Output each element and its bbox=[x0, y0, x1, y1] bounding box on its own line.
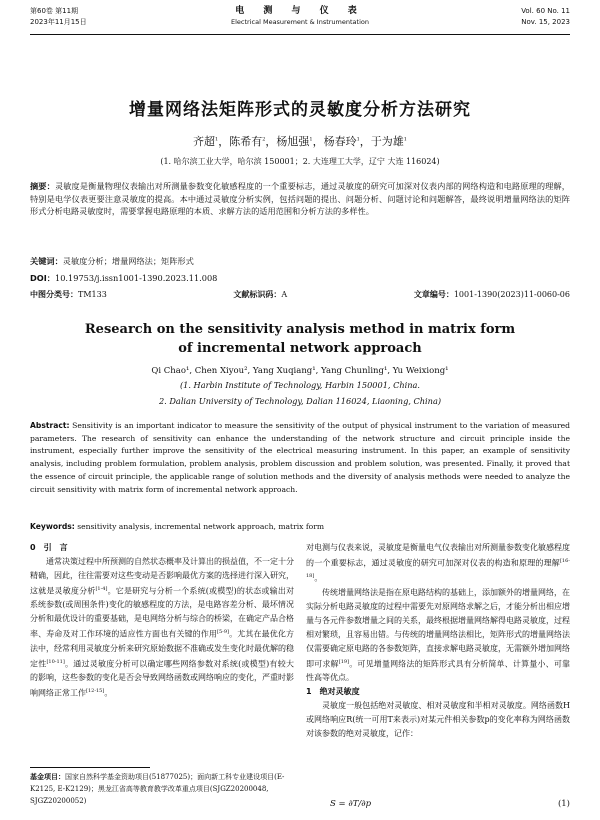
citation[interactable]: [5-9] bbox=[217, 629, 229, 636]
clc-label: 中图分类号： bbox=[30, 290, 78, 299]
text-run: 。尤其在最优化方法中，经常利用灵敏度分析来研究原始数据不准确或发生变化时最优解的稳定性 bbox=[30, 629, 294, 669]
abstract-en-text: Sensitivity is an important indicator to measure the sensitivity of the output of physical instrument to the variation of measured parameters. The research of sensitivity can enhance the understanding of the network structure and circuit principle inside the instrument, especially further improve the sensitivity of the electrical measuring instrument. In this paper, an example of sensitivity analysis, including problem formulation, problem analysis, problem discussion and problem solution, was presented. Finally, it proved that the essence of circuit principle, the applicable range of solution methods and the diversity of analysis methods were needed to analyze the circuit sensitivity with matrix form of incremental network approach. bbox=[30, 421, 570, 494]
affiliation-en-1: (1. Harbin Institute of Technology, Harbin 150001, China. bbox=[179, 380, 421, 390]
header-center bbox=[0, 6, 600, 28]
body-column-right bbox=[306, 541, 570, 741]
doc-code-label: 文献标识码： bbox=[233, 290, 282, 299]
footnote-divider bbox=[30, 767, 150, 768]
text-run: 。 bbox=[314, 574, 323, 584]
authors-en: Qi Chao¹, Chen Xiyou², Yang Xuqiang¹, Yang Chunling¹, Yu Weixiong¹ bbox=[151, 366, 449, 376]
article-number-label: 文章编号： bbox=[413, 290, 454, 299]
funding-footnote bbox=[30, 771, 294, 807]
doi bbox=[30, 273, 570, 284]
author-cn: 于为雄 bbox=[370, 135, 404, 148]
authors-cn: 齐超$^1$，陈希有$^2$，杨旭强$^1$，杨春玲$^1$，于为雄$^1$ bbox=[193, 135, 407, 148]
journal-name-en: Electrical Measurement & Instrumentation bbox=[231, 18, 369, 26]
section-number: 1 bbox=[306, 687, 312, 697]
abstract-en-label: Abstract: bbox=[30, 421, 70, 430]
citation[interactable]: [10-11] bbox=[46, 658, 65, 665]
keywords-en-label: Keywords: bbox=[30, 522, 75, 531]
footnote-text: 国家自然科学基金资助项目(51877025)；面向新工科专业建设项目(E-K2125, E-K2129)；黑龙江省高等教育教学改革重点项目(SJGZ20200048, SJGZ20200052) bbox=[30, 773, 285, 805]
section-heading-intro bbox=[30, 541, 294, 555]
author-cn: 杨旭强 bbox=[276, 135, 310, 148]
text-run: 。它是研究与分析一个系统(或模型)的状态或输出对系统参数(或周围条件)变化的敏感程度的方法，是电路容差分析、最坏情况分析和最优设计的重要基础，是电网络分析与综合的桥梁，在确定产品合格率、寿命及对工作环境的适应性方面也有关键的作用 bbox=[30, 586, 294, 639]
text-run: 。 bbox=[104, 688, 113, 698]
equation-body: S = ∂T/∂p bbox=[330, 799, 372, 809]
header-divider bbox=[30, 34, 570, 35]
classification-row bbox=[30, 289, 570, 300]
header-right bbox=[521, 6, 570, 28]
affiliations-cn: (1. 哈尔滨工业大学，哈尔滨 150001；2. 大连理工大学，辽宁 大连 116024) bbox=[160, 157, 440, 166]
text-run: 。可见增量网络法的矩阵形式具有分析简单、计算量小、可靠性高等优点。 bbox=[306, 659, 571, 683]
citation[interactable]: [19] bbox=[338, 658, 350, 665]
author-affil-sup: 1 bbox=[215, 136, 219, 143]
volume-issue-cn: 第60卷 第11期 bbox=[30, 7, 79, 15]
journal-name-cn: 电 测 与 仪 表 bbox=[235, 6, 365, 16]
abstract-cn bbox=[30, 180, 570, 218]
doc-code-value: A bbox=[281, 290, 288, 299]
body-column-left bbox=[30, 541, 294, 701]
author-affil-sup: 1 bbox=[309, 136, 313, 143]
equation-1 bbox=[306, 799, 570, 809]
title-en-line2: of incremental network approach bbox=[178, 341, 422, 356]
affiliation-en-2: 2. Dalian University of Technology, Dalian 116024, Liaoning, China) bbox=[158, 396, 442, 406]
intro-paragraph-3 bbox=[306, 586, 570, 685]
date-en: Nov. 15, 2023 bbox=[521, 18, 570, 26]
author-cn: 陈希有 bbox=[229, 135, 263, 148]
keywords-cn bbox=[30, 256, 570, 267]
citation[interactable]: [12-15] bbox=[86, 688, 105, 695]
keywords-en bbox=[30, 522, 570, 531]
author-affil-sup: 1 bbox=[356, 136, 360, 143]
author-affil-sup: 1 bbox=[403, 136, 407, 143]
author-cn: 杨春玲 bbox=[323, 135, 357, 148]
date-cn: 2023年11月15日 bbox=[30, 18, 87, 26]
keywords-cn-label: 关键词： bbox=[30, 256, 63, 266]
title-en bbox=[0, 320, 600, 358]
section-title: 绝对灵敏度 bbox=[319, 687, 360, 697]
intro-paragraph-1 bbox=[30, 555, 294, 701]
abstract-cn-text: 灵敏度是衡量物理仪表输出对所测量参数变化敏感程度的一个重要标志，通过灵敏度的研究可加深对仪表内部的网络构造和电路原理的理解，特别是电学仪表更要注意灵敏度的提高。本中通过灵敏度分析实例，包括问题的提出、问题分析、问题讨论和问题解答，最终说明增量网络法的矩阵形式分析电路灵敏度时，需要掌握电路原理的本质、求解方法的适用范围和分析方法的多样性。 bbox=[30, 181, 570, 217]
clc-value: TM133 bbox=[78, 290, 107, 299]
text-run: 。通过灵敏度分析可以确定哪些网络参数对系统(或模型)有较大的影响，这些参数的变化是否会导致网络函数或网络响应的变化，严重时影响网络正常工作 bbox=[30, 659, 294, 698]
volume-issue-en: Vol. 60 No. 11 bbox=[521, 7, 570, 15]
abstract-cn-label: 摘要： bbox=[30, 181, 55, 191]
author-cn: 齐超 bbox=[193, 135, 216, 148]
text-run: 对电测与仪表来说，灵敏度是衡量电气仪表输出对所测量参数变化敏感程度的一个重要标志，通过灵敏度的研究可加深对仪表的构造和原理的理解 bbox=[306, 543, 570, 568]
abstract-en bbox=[30, 420, 570, 496]
doi-value[interactable]: 10.19753/j.issn1001-1390.2023.11.008 bbox=[55, 273, 218, 283]
citation[interactable]: [1-4] bbox=[95, 585, 108, 592]
author-affil-sup: 2 bbox=[262, 136, 266, 143]
section-1-paragraph: 灵敏度一般包括绝对灵敏度、相对灵敏度和半相对灵敏度。网络函数H或网络响应R(统一可用T来表示)对某元件相关参数p的变化率称为网络函数对该参数的绝对灵敏度，记作： bbox=[306, 700, 570, 738]
citation[interactable]: [16-18] bbox=[306, 557, 570, 580]
section-number: 0 bbox=[30, 543, 36, 552]
intro-paragraph-2 bbox=[306, 541, 570, 586]
doi-label: DOI： bbox=[30, 273, 55, 283]
title-en-line1: Research on the sensitivity analysis method in matrix form bbox=[84, 322, 516, 337]
text-run: 传统增量网络法是指在原电路结构的基础上，添加额外的增量网络，在实际分析电路灵敏度的过程中需要先对原网络求解之后，才能分析出相应增量与各元件参数增量之间的关系，最终根据增量网络解得电路灵敏度，过程相对繁琐，且容易出错。与传统的增量网络法相比，矩阵形式的增量网络法仅需要确定原电路的各参数矩阵，直接求解电路灵敏度，无需额外增加网络即可求解 bbox=[306, 588, 570, 669]
footnote-label: 基金项目： bbox=[30, 773, 65, 781]
article-number-value: 1001-1390(2023)11-0060-06 bbox=[453, 290, 570, 299]
keywords-en-text: sensitivity analysis, incremental network approach, matrix form bbox=[77, 522, 325, 531]
article-number bbox=[414, 289, 570, 300]
clc-number bbox=[30, 289, 107, 300]
equation-number: (1) bbox=[557, 799, 570, 809]
text-run: 通常决策过程中所预测的自然状态概率及计算出的损益值，不一定十分精确，因此，往往需要对这些变动是否影响最优方案的选择进行深入研究，这就是灵敏度分析 bbox=[30, 556, 294, 596]
keywords-cn-text: 灵敏度分析；增量网络法；矩阵形式 bbox=[62, 256, 194, 266]
section-heading-1 bbox=[306, 685, 570, 699]
title-cn: 增量网络法矩阵形式的灵敏度分析方法研究 bbox=[129, 100, 471, 120]
section-title: 引 言 bbox=[43, 543, 68, 552]
document-code bbox=[233, 289, 287, 300]
